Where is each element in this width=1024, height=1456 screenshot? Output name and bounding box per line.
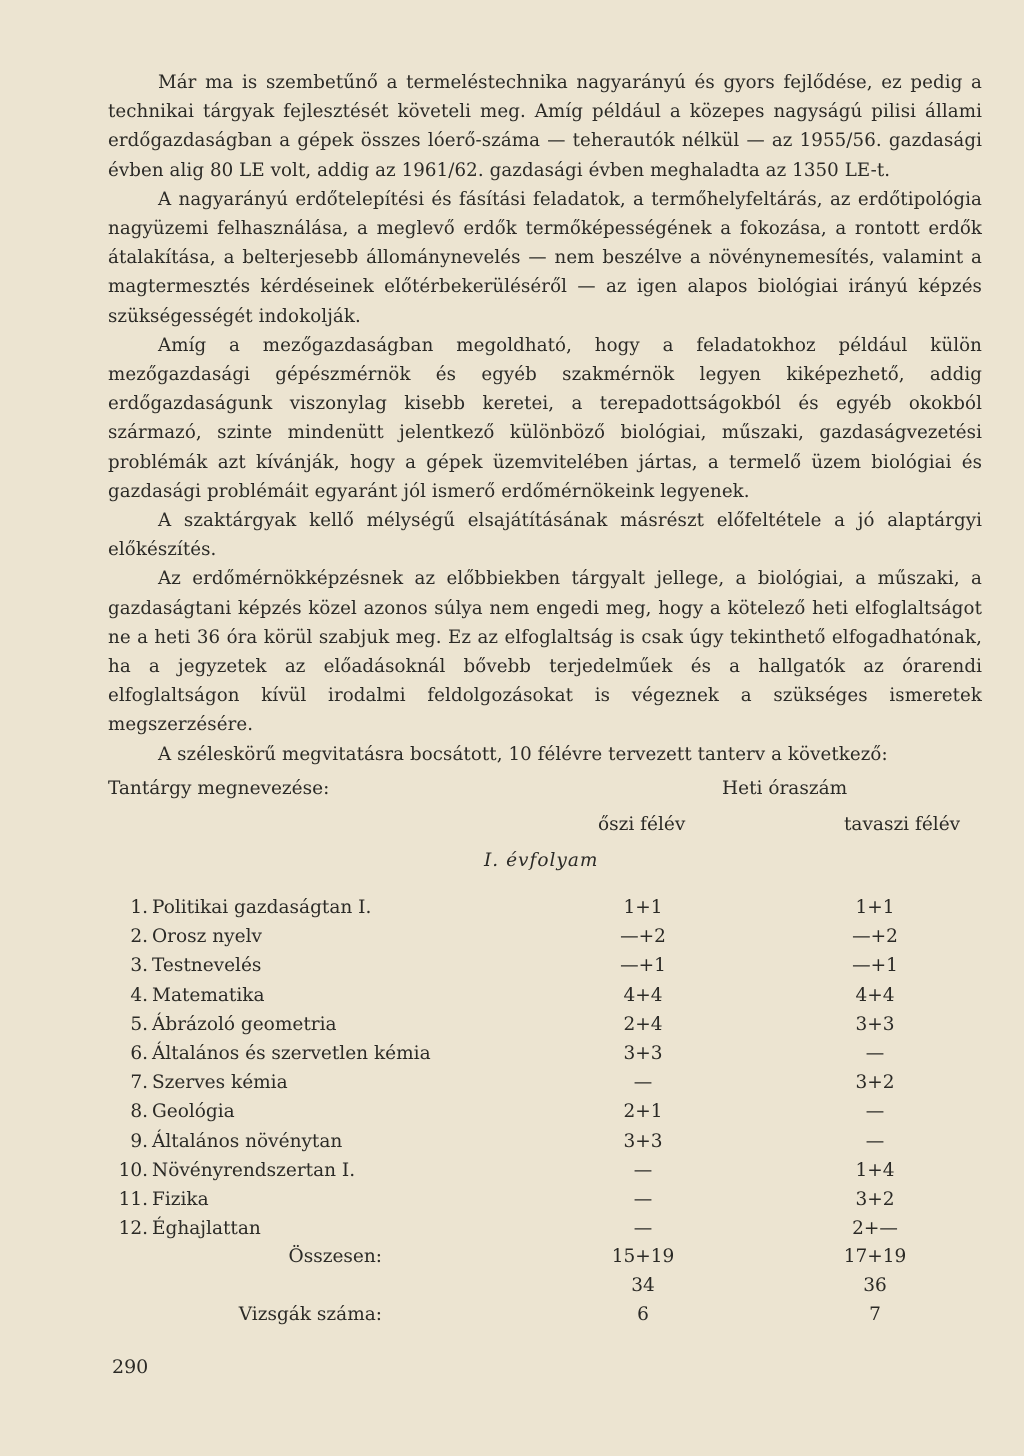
- autumn-hours: 1+1: [623, 897, 663, 918]
- spring-hours: 1+1: [855, 897, 895, 918]
- subject-name: Testnevelés: [152, 955, 262, 977]
- spring-column-header: tavaszi félév: [844, 814, 961, 835]
- row-number: 10.: [118, 1159, 148, 1181]
- subject-name: Éghajlattan: [152, 1218, 261, 1240]
- spring-hours: 4+4: [855, 984, 895, 1006]
- subject-name: Politikai gazdaságtan I.: [152, 897, 372, 918]
- table-row: [108, 1127, 982, 1156]
- table-row: [108, 981, 982, 1010]
- autumn-hours: —: [633, 1218, 653, 1240]
- spring-hours: 3+2: [855, 1188, 895, 1210]
- table-row: [108, 922, 982, 951]
- subject-name: Növényrendszertan I.: [152, 1159, 356, 1181]
- year-label: I. évfolyam: [484, 850, 599, 871]
- exams-spring: 7: [869, 1304, 881, 1325]
- row-number: 6.: [130, 1042, 148, 1064]
- spring-hours: —+2: [852, 926, 898, 948]
- paragraph: Az erdőmérnökképzésnek az előbbiekben tárgyalt jellege, a biológiai, a műszaki, a gazdaságtani képzés közel azonos súlya nem engedi meg, hogy a kötelező heti elfoglaltságot ne a heti 36 óra körül szabjuk meg. Ez az elfoglaltság is csak úgy tekinthető elfogadhatónak, ha a jegyzetek az előadásoknál bővebb terjedelműek és a hallgatók az órarendi elfoglaltságon kívül irodalmi feldolgozásokat is végeznek a szükséges ismeretek megszerzésére.: [108, 568, 982, 736]
- subject-name: Ábrázoló geometria: [152, 1013, 337, 1035]
- paragraph: A szaktárgyak kellő mélységű elsajátításának másrészt előfeltétele a jó alaptárgyi előkészítés.: [108, 510, 982, 561]
- autumn-hours: 4+4: [623, 984, 663, 1006]
- row-number: 2.: [130, 926, 148, 948]
- subject-name: Általános növénytan: [152, 1130, 343, 1152]
- subject-name: Általános és szervetlen kémia: [152, 1042, 431, 1064]
- table-row: [108, 1214, 982, 1243]
- subject-name: Matematika: [152, 984, 265, 1006]
- page-number: 290: [112, 1356, 149, 1378]
- total-spring: 17+19: [843, 1246, 907, 1267]
- spring-hours: 3+3: [855, 1013, 895, 1035]
- table-row: [108, 1156, 982, 1185]
- hours-column-header: Heti óraszám: [722, 778, 848, 799]
- table-row: [108, 1010, 982, 1039]
- spring-hours: —+1: [852, 955, 898, 977]
- sum-autumn: 34: [631, 1275, 655, 1296]
- exams-autumn: 6: [637, 1304, 649, 1325]
- paragraph: Amíg a mezőgazdaságban megoldható, hogy a feladatokhoz például külön mezőgazdasági gépészmérnök és egyéb szakmérnök legyen kiképezhető, addig erdőgazdaságunk viszonylag kisebb keretei, a terepadottságokból és egyéb okokból származó, szinte mindenütt jelentkező különböző biológiai, műszaki, gazdaságvezetési problémák azt kívánják, hogy a gépek üzemvitelében jártas, a termelő üzem biológiai és gazdasági problémáit egyaránt jól ismerő erdőmérnökeink legyenek.: [108, 334, 982, 502]
- spring-hours: —: [865, 1130, 885, 1152]
- paragraph: A széleskörű megvitatásra bocsátott, 10 félévre tervezett tanterv a következő:: [158, 743, 888, 765]
- spring-hours: 2+—: [852, 1218, 898, 1240]
- autumn-hours: —+1: [620, 955, 666, 977]
- exams-label: Vizsgák száma:: [238, 1304, 382, 1325]
- autumn-hours: 2+1: [623, 1101, 663, 1123]
- body-text: [108, 68, 982, 769]
- sum-row: [108, 1271, 982, 1300]
- table-row: [108, 951, 982, 980]
- autumn-hours: 2+4: [623, 1013, 663, 1035]
- autumn-hours: 3+3: [623, 1130, 663, 1152]
- table-totals: [108, 1242, 982, 1329]
- total-label: Összesen:: [288, 1246, 382, 1267]
- autumn-column-header: őszi félév: [598, 814, 686, 835]
- autumn-hours: 3+3: [623, 1042, 663, 1064]
- table-row: [108, 1097, 982, 1126]
- autumn-hours: —: [633, 1159, 653, 1181]
- row-number: 8.: [130, 1101, 148, 1123]
- curriculum-table: [108, 893, 982, 1243]
- row-number: 3.: [130, 955, 148, 977]
- row-number: 1.: [130, 897, 148, 918]
- row-number: 5.: [130, 1013, 148, 1035]
- row-number: 9.: [130, 1130, 148, 1152]
- paragraph: A nagyarányú erdőtelepítési és fásítási feladatok, a termőhelyfeltárás, az erdőtipológia nagyüzemi felhasználása, a meglevő erdők termőképességének a fokozása, a rontott erdők átalakítása, a belterjesebb állománynevelés — nem beszélve a növénynemesítés, valamint a magtermesztés kérdéseinek előtérbekerüléséről — az igen alapos biológiai irányú képzés szükségességét indokolják.: [108, 188, 982, 327]
- subject-name: Fizika: [152, 1188, 209, 1210]
- subject-column-header: Tantárgy megnevezése:: [108, 778, 330, 799]
- exams-row: [108, 1300, 982, 1329]
- row-number: 12.: [118, 1218, 148, 1240]
- spring-hours: —: [865, 1042, 885, 1064]
- spring-hours: 3+2: [855, 1072, 895, 1094]
- subject-name: Geológia: [152, 1101, 235, 1123]
- table-row: [108, 1039, 982, 1068]
- subject-name: Szerves kémia: [152, 1072, 288, 1094]
- paragraph: Már ma is szembetűnő a termeléstechnika nagyarányú és gyors fejlődése, ez pedig a technikai tárgyak fejlesztését követeli meg. Amíg például a közepes nagyságú pilisi állami erdőgazdaságban a gépek összes lóerő-száma — teherautók nélkül — az 1955/56. gazdasági évben alig 80 LE volt, addig az 1961/62. gazdasági évben meghaladta az 1350 LE-t.: [108, 72, 982, 181]
- total-autumn: 15+19: [611, 1246, 675, 1267]
- table-row: [108, 893, 982, 922]
- total-row: [108, 1242, 982, 1271]
- table-row: [108, 1068, 982, 1097]
- table-row: [108, 1185, 982, 1214]
- sum-spring: 36: [863, 1275, 887, 1296]
- spring-hours: 1+4: [855, 1159, 895, 1181]
- autumn-hours: —: [633, 1188, 653, 1210]
- subject-name: Orosz nyelv: [152, 926, 262, 948]
- spring-hours: —: [865, 1101, 885, 1123]
- row-number: 11.: [118, 1188, 148, 1210]
- autumn-hours: —+2: [620, 926, 666, 948]
- autumn-hours: —: [633, 1072, 653, 1094]
- row-number: 7.: [130, 1072, 148, 1094]
- row-number: 4.: [130, 984, 148, 1006]
